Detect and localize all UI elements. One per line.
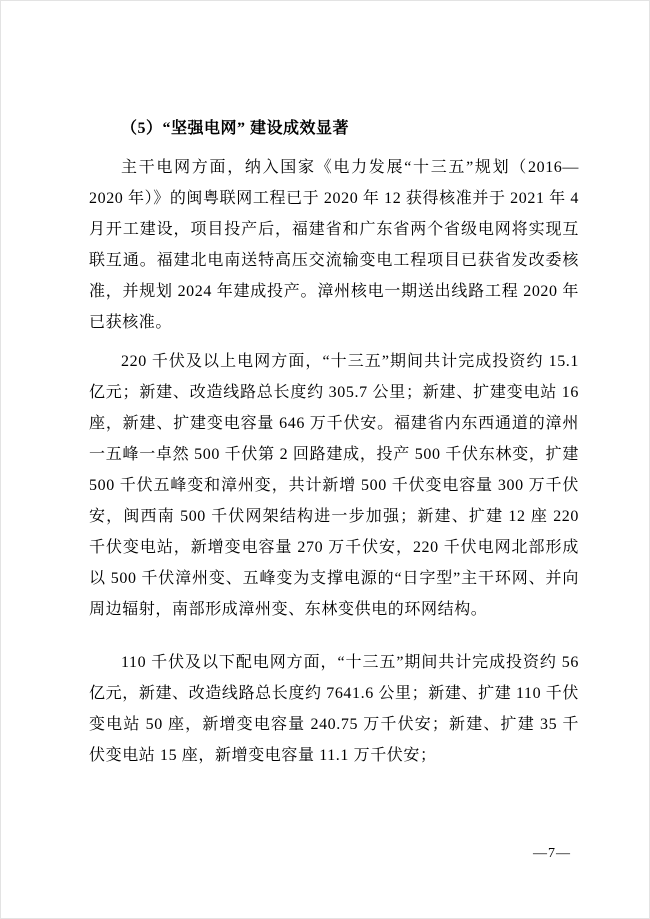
page-number: —7— <box>533 846 571 861</box>
paragraph-220kv: 220 千伏及以上电网方面，“十三五”期间共计完成投资约 15.1 亿元；新建、改造线路总长度约 305.7 公里；新建、扩建变电站 16 座，新建、扩建变电容量 646 万千伏安。福建省内东西通道的漳州一五峰一卓然 500 千伏第 2 回路建成，投产 500 千伏东林变，扩建 500 千伏五峰变和漳州变，共计新增 500 千伏变电容量 300 万千伏安，闽西南 500 千伏网架结构进一步加强；新建、扩建 12 座 220 千伏变电站，新增变电容量 270 万千伏安，220 千伏电网北部形成以 500 千伏漳州变、五峰变为支撑电源的“日字型”主干环网、并向周边辐射，南部形成漳州变、东林变供电的环网结构。 <box>89 353 579 618</box>
section-heading: （5）“坚强电网” 建设成效显著 <box>121 120 350 137</box>
paragraph-main-grid: 主干电网方面，纳入国家《电力发展“十三五”规划（2016—2020 年）》的闽粤联网工程已于 2020 年 12 获得核准并于 2021 年 4 月开工建设，项目投产后，福建省和广东省两个省级电网将实现互联互通。福建北电南送特高压交流输变电工程项目已获省发改委核准，并规划 2024 年建成投产。漳州核电一期送出线路工程 2020 年已获核准。 <box>89 159 579 331</box>
page-content <box>89 113 579 771</box>
paragraph-110kv: 110 千伏及以下配电网方面，“十三五”期间共计完成投资约 56 亿元，新建、改造线路总长度约 7641.6 公里；新建、扩建 110 千伏变电站 50 座，新增变电容量 240.75 万千伏安；新建、扩建 35 千伏变电站 15 座，新增变电容量 11.1 万千伏安； <box>89 654 579 764</box>
